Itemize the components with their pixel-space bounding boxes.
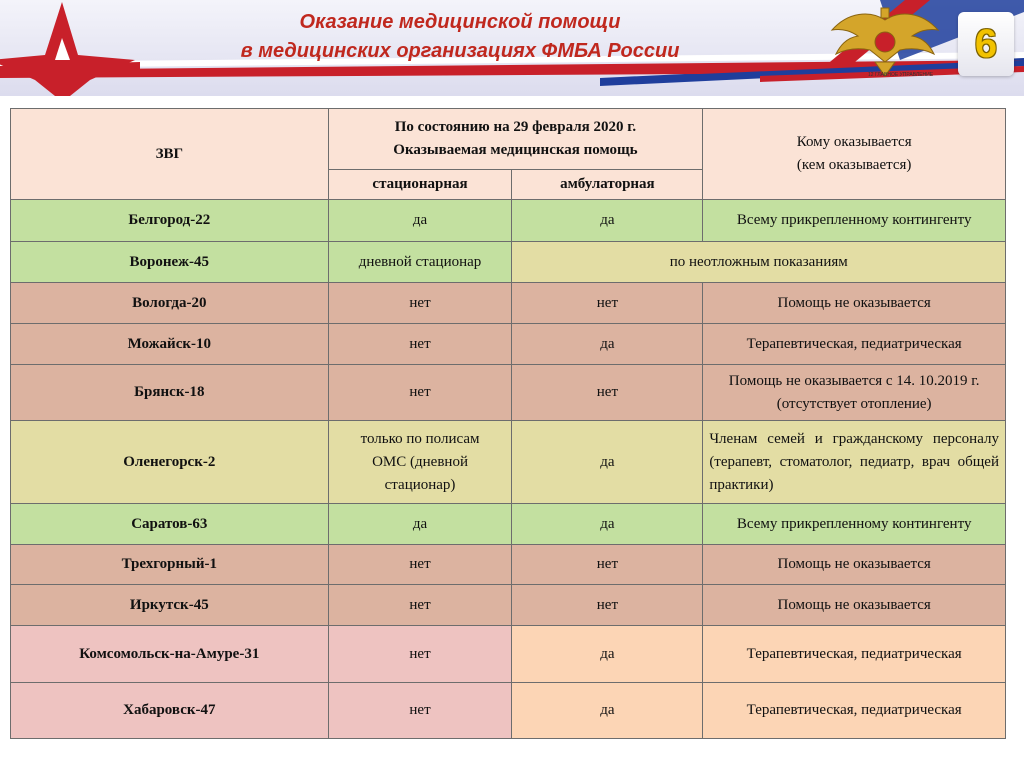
header-inpatient: стационарная	[328, 170, 512, 200]
table-row	[11, 545, 1006, 585]
zvg-cell: Иркутск-45	[11, 585, 329, 626]
inpatient-cell: нет	[328, 683, 512, 739]
inpatient-cell: нет	[328, 545, 512, 585]
inpatient-line-3: стационар)	[384, 476, 456, 493]
inpatient-cell: дневной стационар	[328, 242, 512, 283]
slide-number-badge	[958, 12, 1014, 76]
emblem-caption: 12 ГЛАВНОЕ УПРАВЛЕНИЕ	[868, 72, 934, 78]
inpatient-cell	[328, 421, 512, 504]
header-zvg: ЗВГ	[11, 109, 329, 200]
whom-cell: Терапевтическая, педиатрическая	[703, 626, 1006, 683]
whom-cell: Помощь не оказывается	[703, 283, 1006, 324]
slide-number: 6	[974, 22, 998, 66]
inpatient-cell: нет	[328, 626, 512, 683]
inpatient-cell: да	[328, 504, 512, 545]
zvg-cell: Комсомольск-на-Амуре-31	[11, 626, 329, 683]
header-outpatient: амбулаторная	[512, 170, 703, 200]
outpatient-cell: нет	[512, 585, 703, 626]
merged-care-cell: по неотложным показаниям	[512, 242, 1006, 283]
inpatient-line-1: только по полисам	[360, 430, 480, 447]
header-status	[328, 109, 703, 170]
whom-cell: Всему прикрепленному контингенту	[703, 200, 1006, 242]
header-whom-line-1: Кому оказывается	[796, 134, 912, 150]
inpatient-cell: нет	[328, 365, 512, 421]
medical-care-table	[10, 108, 1006, 739]
zvg-cell: Оленегорск-2	[11, 421, 329, 504]
table-row	[11, 324, 1006, 365]
header-banner	[0, 0, 1024, 96]
whom-cell: Терапевтическая, педиатрическая	[703, 324, 1006, 365]
table-row	[11, 283, 1006, 324]
zvg-cell: Можайск-10	[11, 324, 329, 365]
table-row	[11, 365, 1006, 421]
outpatient-cell: да	[512, 626, 703, 683]
inpatient-cell: нет	[328, 324, 512, 365]
whom-cell: Помощь не оказывается	[703, 545, 1006, 585]
outpatient-cell: да	[512, 421, 703, 504]
whom-cell: Членам семей и гражданскому персоналу (терапевт, стоматолог, педиатр, врач общей практики)	[703, 421, 1006, 504]
zvg-cell: Брянск-18	[11, 365, 329, 421]
inpatient-cell: нет	[328, 585, 512, 626]
inpatient-cell: нет	[328, 283, 512, 324]
outpatient-cell: да	[512, 683, 703, 739]
outpatient-cell: да	[512, 324, 703, 365]
inpatient-cell: да	[328, 200, 512, 242]
header-status-line-1: По состоянию на 29 февраля 2020 г.	[394, 119, 637, 135]
eagle-emblem-icon	[830, 2, 940, 82]
table-row	[11, 504, 1006, 545]
inpatient-line-2: ОМС (дневной	[372, 453, 468, 470]
page-title	[150, 8, 770, 66]
table-row	[11, 585, 1006, 626]
whom-cell: Всему прикрепленному контингенту	[703, 504, 1006, 545]
outpatient-cell: нет	[512, 365, 703, 421]
table-header-row	[11, 109, 1006, 170]
header-whom-line-2: (кем оказывается)	[796, 157, 912, 173]
title-line-1: Оказание медицинской помощи	[299, 11, 621, 33]
zvg-cell: Трехгорный-1	[11, 545, 329, 585]
zvg-cell: Воронеж-45	[11, 242, 329, 283]
whom-cell: Терапевтическая, педиатрическая	[703, 683, 1006, 739]
zvg-cell: Саратов-63	[11, 504, 329, 545]
whom-line-2: (отсутствует отопление)	[776, 395, 932, 412]
whom-cell: Помощь не оказывается	[703, 585, 1006, 626]
header-status-line-2: Оказываемая медицинская помощь	[393, 142, 638, 158]
table-row	[11, 421, 1006, 504]
zvg-cell: Хабаровск-47	[11, 683, 329, 739]
whom-line-1: Помощь не оказывается с 14. 10.2019 г.	[728, 372, 980, 389]
table-row	[11, 626, 1006, 683]
red-star-icon	[0, 0, 150, 96]
header-whom	[703, 109, 1006, 200]
outpatient-cell: нет	[512, 283, 703, 324]
table-row	[11, 683, 1006, 739]
outpatient-cell: да	[512, 504, 703, 545]
zvg-cell: Вологда-20	[11, 283, 329, 324]
title-line-2: в медицинских организациях ФМБА России	[240, 40, 680, 62]
table-row	[11, 200, 1006, 242]
outpatient-cell: нет	[512, 545, 703, 585]
zvg-cell: Белгород-22	[11, 200, 329, 242]
outpatient-cell: да	[512, 200, 703, 242]
whom-cell	[703, 365, 1006, 421]
table-row	[11, 242, 1006, 283]
